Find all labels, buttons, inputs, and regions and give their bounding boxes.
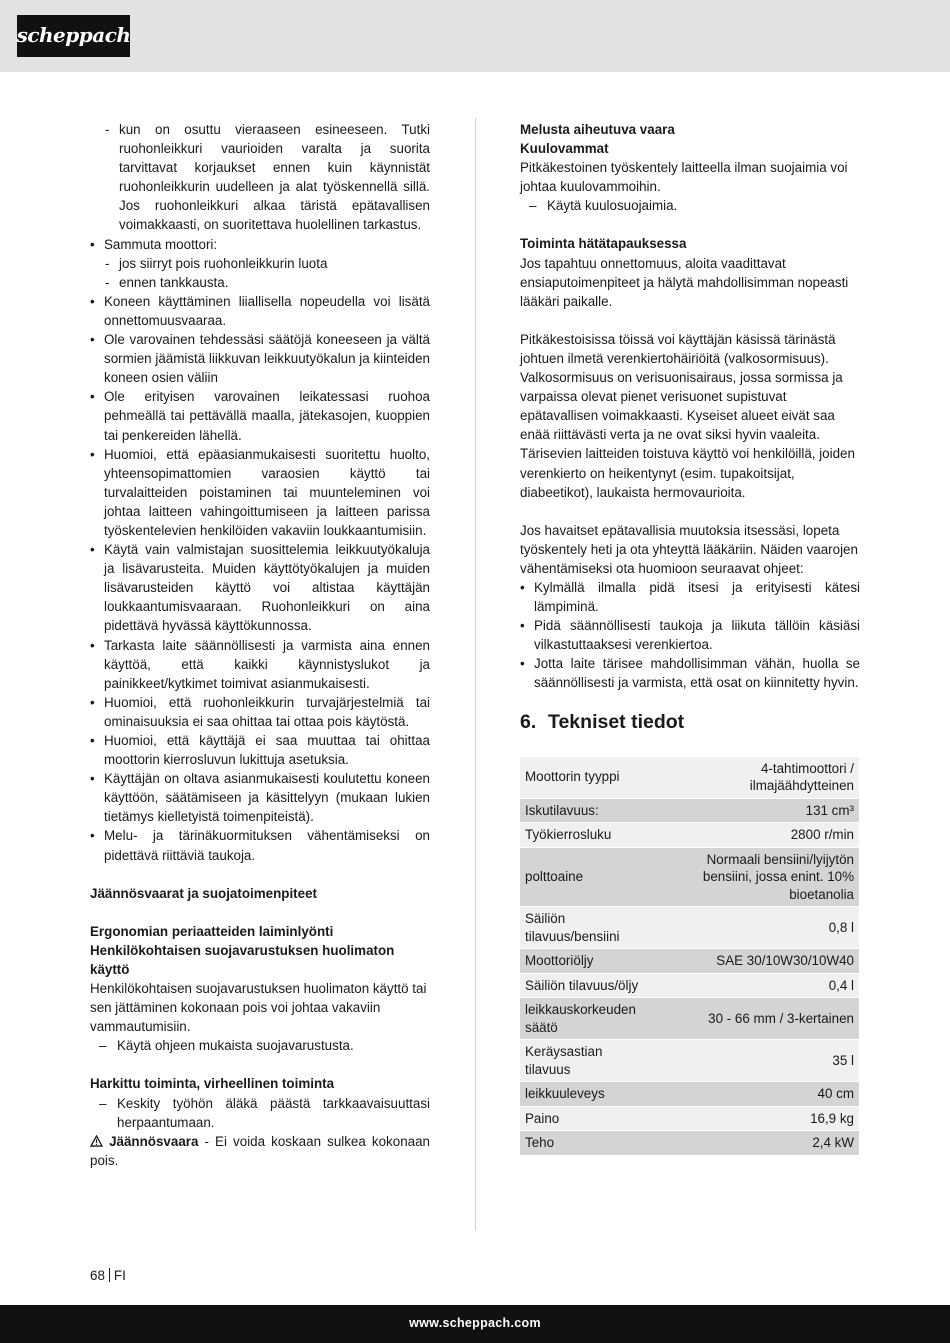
language-code: FI <box>113 1268 126 1283</box>
spec-row <box>520 998 859 1040</box>
header-bar <box>0 0 950 72</box>
spec-row <box>520 1082 859 1107</box>
spec-row <box>520 949 859 974</box>
spec-value: 40 cm <box>653 1082 859 1107</box>
spec-label: Moottorin tyyppi <box>520 757 653 799</box>
spacer <box>90 903 430 922</box>
subheading: Henkilökohtaisen suojavarustuksen huolimaton käyttö <box>90 942 395 977</box>
spacer <box>520 502 860 521</box>
paragraph: Henkilökohtaisen suojavarustuksen huolimaton käyttö tai sen jättäminen kokonaan pois voi johtaa vakaviin vammautumisiin. <box>90 981 427 1035</box>
spec-label: polttoaine <box>520 847 653 907</box>
brand-logo: scheppach <box>17 15 130 57</box>
spec-value: 16,9 kg <box>653 1106 859 1131</box>
spec-row <box>520 973 859 998</box>
bullet-item: • Huomioi, että ruohonleikkurin turvajärjestelmiä tai ominaisuuksia ei saa ohittaa tai ottaa pois käytöstä. <box>90 693 430 731</box>
sub-item: - ennen tankkausta. <box>90 273 430 292</box>
bullet-item: • Huomioi, että käyttäjä ei saa muuttaa tai ohittaa moottorin kierrosluvun lukittuja asetuksia. <box>90 731 430 769</box>
section-number: 6. <box>520 710 537 733</box>
spec-value: 2800 r/min <box>653 823 859 848</box>
subheading: Melusta aiheutuva vaara <box>520 122 675 137</box>
right-column <box>520 120 860 1156</box>
spec-value: 131 cm³ <box>653 798 859 823</box>
sub-item: - jos siirryt pois ruohonleikkurin luota <box>90 254 430 273</box>
page-number: 68 <box>90 1268 105 1283</box>
paragraph: Jos havaitset epätavallisia muutoksia itsessäsi, lopeta työskentely heti ja ota yhteyttä lääkäriin. Näiden vaarojen vähentämiseksi ota huomioon seuraavat ohjeet: <box>520 522 858 576</box>
subheading: Toiminta hätätapauksessa <box>520 236 687 252</box>
spec-value: 2,4 kW <box>653 1131 859 1156</box>
section-heading <box>520 710 860 734</box>
specs-table <box>520 757 859 1156</box>
spec-label: Keräysastian tilavuus <box>520 1040 653 1082</box>
bullet-item: • Sammuta moottori: <box>90 235 430 254</box>
bullet-item: • Pidä säännöllisesti taukoja ja liikuta tällöin käsiäsi vilkastuttaaksesi verenkiertoa. <box>520 616 860 654</box>
column-divider <box>475 118 476 1230</box>
spec-row <box>520 907 859 949</box>
spacer <box>520 311 860 330</box>
spec-label: Moottoriöljy <box>520 949 653 974</box>
spec-row <box>520 757 859 799</box>
action-item: – Keskity työhön äläkä päästä tarkkaavaisuuttasi herpaantumaan. <box>90 1094 430 1132</box>
footer-separator <box>109 1268 110 1282</box>
spec-value: 4-tahtimoottori / ilmajäähdytteinen <box>653 757 859 799</box>
website-url: www.scheppach.com <box>409 1316 541 1331</box>
spec-label: Iskutilavuus: <box>520 798 653 823</box>
subheading: Ergonomian periaatteiden laiminlyönti <box>90 923 334 939</box>
spec-value: Normaali bensiini/lyijytön bensiini, jossa enint. 10% bioetanolia <box>653 847 859 907</box>
spec-row <box>520 1131 859 1156</box>
bottom-bar <box>0 1305 950 1343</box>
spec-label: Teho <box>520 1131 653 1156</box>
spec-value: 0,4 l <box>653 973 859 998</box>
spec-value: 30 - 66 mm / 3-kertainen <box>653 998 859 1040</box>
spec-value: 35 l <box>653 1040 859 1082</box>
residual-risk-note <box>90 1132 430 1170</box>
right-text <box>520 120 860 693</box>
spec-row <box>520 823 859 848</box>
spacer <box>90 865 430 884</box>
spec-row <box>520 847 859 907</box>
spacer <box>90 1055 430 1074</box>
bullet-item: • Melu- ja tärinäkuormituksen vähentämiseksi on pidettävä riittäviä taukoja. <box>90 826 430 864</box>
warning-label: Jäännösvaara <box>109 1133 199 1149</box>
warning-text: - Ei voida koskaan sulkea kokonaan pois. <box>90 1133 430 1168</box>
bullet-item: • Jotta laite tärisee mahdollisimman vähän, huolla se säännöllisesti ja varmista, että osat on kiinnitetty hyvin. <box>520 654 860 692</box>
spec-label: Paino <box>520 1106 653 1131</box>
page-footer <box>90 1266 126 1285</box>
bullet-item: • Kylmällä ilmalla pidä itsesi ja erityisesti kätesi lämpiminä. <box>520 578 860 616</box>
spec-label: Työkierrosluku <box>520 823 653 848</box>
left-column <box>90 120 430 1170</box>
spec-label: Säiliön tilavuus/öljy <box>520 973 653 998</box>
spec-label: leikkauskorkeuden säätö <box>520 998 653 1040</box>
subheading: Kuulovammat <box>520 141 609 157</box>
action-item: – Käytä kuulosuojaimia. <box>520 196 860 215</box>
bullet-item: • Ole varovainen tehdessäsi säätöjä koneeseen ja vältä sormien jäämistä liikkuvan leikkuutyökalun ja kiinteiden koneen osien väliin <box>90 330 430 387</box>
spec-row <box>520 1040 859 1082</box>
paragraph: Pitkäkestoisissa töissä voi käyttäjän käsissä tärinästä johtuen ilmetä verenkiertohäiriöitä (valkosormisuus). Valkosormisuus on verisuonisairaus, jossa sormissa ja varpaissa olevat pienet verisuonet supistuvat epätavallisen voimakkaasti. Kyseiset alueet eivät saa enää riittävästi verta ja ne ovat siksi hyvin vaaleita. Tärisevien laitteiden toistuva käyttö voi henkilöillä, joiden verenkierto on heikentynyt (esim. tupakoitsijat, diabeetikot), laukaista hermovaurioita. <box>520 331 855 500</box>
bullet-item: • Koneen käyttäminen liiallisella nopeudella voi lisätä onnettomuusvaaraa. <box>90 292 430 330</box>
section-title: Tekniset tiedot <box>548 710 685 733</box>
warning-icon <box>90 1135 103 1147</box>
spec-row <box>520 1106 859 1131</box>
sub-item: - kun on osuttu vieraaseen esineeseen. Tutki ruohonleikkuri vaurioiden varalta ja suorita tarvittavat korjaukset ennen kuin käynnistät ruohonleikkurin uudelleen ja alat työskennellä sillä. Jos ruohonleikkuri alkaa täristä epätavallisen voimakkaasti, on suoritettava huolellinen tarkastus. <box>90 120 430 235</box>
subheading: Harkittu toiminta, virheellinen toiminta <box>90 1076 335 1092</box>
paragraph: Pitkäkestoinen työskentely laitteella ilman suojaimia voi johtaa kuulovammoihin. <box>520 160 848 195</box>
spec-label: Säiliön tilavuus/bensiini <box>520 907 653 949</box>
spec-value: 0,8 l <box>653 907 859 949</box>
spec-row <box>520 798 859 823</box>
spec-label: leikkuuleveys <box>520 1082 653 1107</box>
action-item: – Käytä ohjeen mukaista suojavarustusta. <box>90 1036 430 1055</box>
paragraph: Jos tapahtuu onnettomuus, aloita vaadittavat ensiaputoimenpiteet ja hälytä mahdollisimman nopeasti lääkäri paikalle. <box>520 255 849 309</box>
bullet-item: • Ole erityisen varovainen leikatessasi ruohoa pehmeällä tai pettävällä maalla, jätekasojen, kuoppien tai penkereiden lähellä. <box>90 387 430 444</box>
bullet-item: • Huomioi, että epäasianmukaisesti suoritettu huolto, yhteensopimattomien varaosien käyttö tai turvalaitteiden poistaminen tai muunteleminen voi johtaa laitteen vahingoittumiseen ja laitteen parissa työskentelevien henkilöiden vakaviin loukkaantumisiin. <box>90 445 430 540</box>
bullet-item: • Käytä vain valmistajan suosittelemia leikkuutyökaluja ja lisävarusteita. Muiden käyttötyökalujen ja muiden lisävarusteiden käyttö voi altistaa käyttäjän loukkaantumisvaaraan. Ruohonleikkuri on aina pidettävä hyvässä käyttökunnossa. <box>90 540 430 635</box>
spacer <box>520 215 860 234</box>
spec-value: SAE 30/10W30/10W40 <box>653 949 859 974</box>
subheading: Jäännösvaarat ja suojatoimenpiteet <box>90 885 317 901</box>
bullet-item: • Käyttäjän on oltava asianmukaisesti koulutettu koneen käyttöön, säätämiseen ja käsittelyyn (mukaan lukien tietämys kielletyistä toimenpiteistä). <box>90 769 430 826</box>
bullet-item: • Tarkasta laite säännöllisesti ja varmista aina ennen käyttöä, että kaikki käynnistyslukot ja painikkeet/kytkimet toimivat asianmukaisesti. <box>90 636 430 693</box>
